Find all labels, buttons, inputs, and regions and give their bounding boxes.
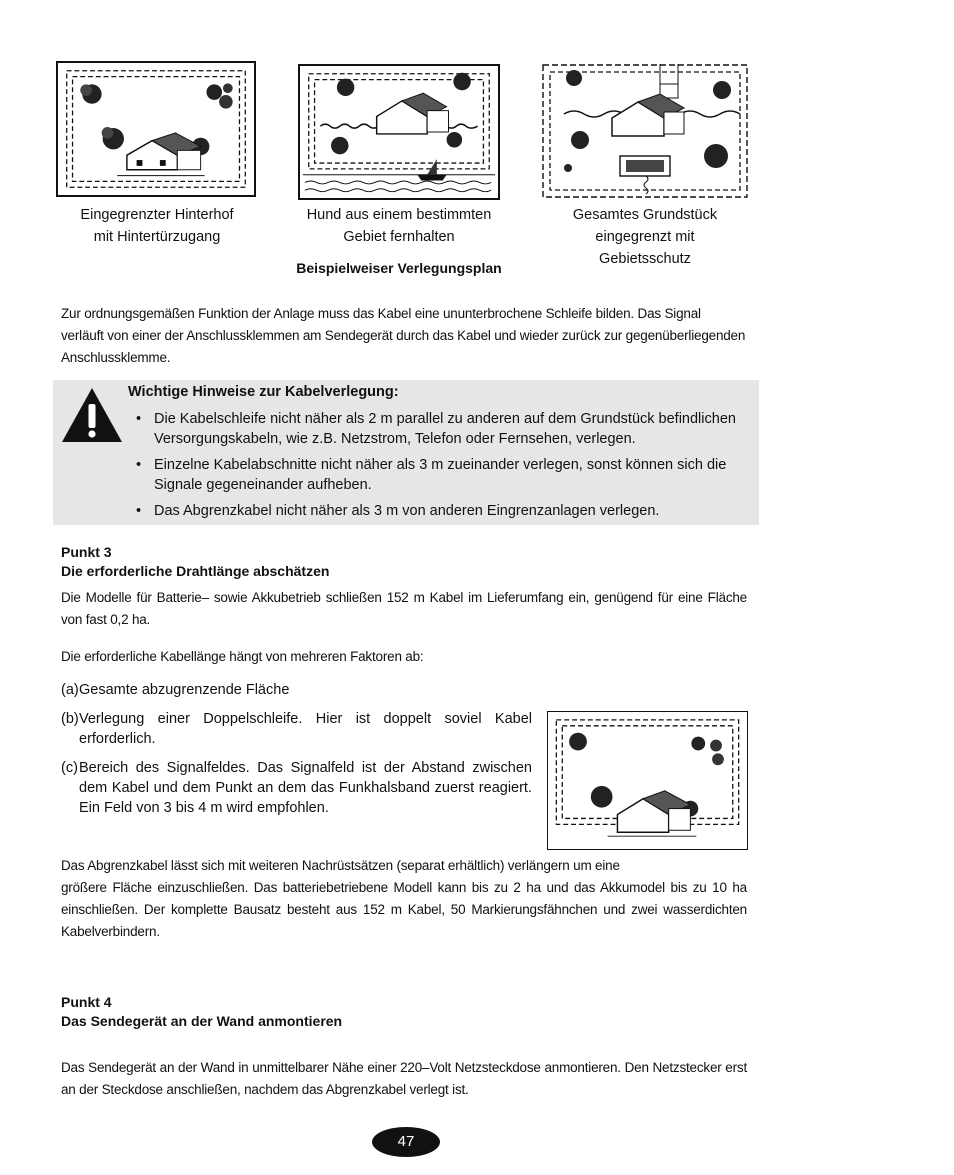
factor-item: [61, 758, 532, 818]
section4-number: Punkt 4: [61, 994, 112, 1010]
factor-item: [61, 680, 532, 700]
notice-bullet: • Das Abgrenzkabel nicht näher als 3 m von anderen Eingrenzanlagen verlegen.: [136, 503, 660, 519]
tree-icon: [331, 137, 348, 154]
house-icon: [377, 93, 449, 134]
section4-heading: [61, 993, 342, 1031]
notice-bullet-text: Die Kabelschleife nicht näher als 2 m parallel zu anderen auf dem Grundstück befindlichen Versorgungskabeln, wie z.B. Netzstrom, Telefon oder Fernsehen, verlegen.: [154, 411, 736, 447]
intro-paragraph: Zur ordnungsgemäßen Funktion der Anlage muss das Kabel eine ununterbrochene Schleife bilden. Das Signal verläuft von einer der Anschlussklemmen am Sendegerät durch das Kabel und wieder zurück zur gegenüberliegenden Anschlussklemme.: [61, 306, 746, 365]
tree-icon: [713, 81, 731, 99]
sailboat-icon: [417, 159, 446, 180]
factor-text: Gesamte abzugrenzende Fläche: [79, 682, 290, 698]
factor-list: [61, 680, 532, 818]
tree-icon: [206, 83, 232, 108]
tree-icon: [564, 164, 572, 172]
tree-icon: [704, 144, 728, 168]
tree-icon: [591, 786, 613, 808]
factor-label: (a): [61, 682, 79, 698]
tree-icon: [337, 79, 354, 96]
notice-bullet-text: Das Abgrenzkabel nicht näher als 3 m von anderen Eingrenzanlagen verlegen.: [154, 503, 660, 519]
notice-title: Wichtige Hinweise zur Kabelverlegung:: [128, 384, 399, 400]
figure-whole-property: [540, 62, 750, 200]
factor-text: Bereich des Signalfeldes. Das Signalfeld ist der Abstand zwischen dem Kabel und dem Punkt an dem das Funkhalsband zuerst reagiert. Ein Feld von 3 bis 4 m wird empfohlen.: [79, 760, 532, 816]
backyard-illustration: [58, 63, 254, 195]
figure-caption-keep-away: Hund aus einem bestimmten Gebiet fernhalten: [306, 207, 492, 245]
notice-bullet-text: Einzelne Kabelabschnitte nicht näher als 3 m zueinander verlegen, sonst können sich die Signale gegeneinander aufheben.: [154, 457, 727, 493]
factor-text: Verlegung einer Doppelschleife. Hier ist doppelt soviel Kabel erforderlich.: [79, 711, 532, 747]
figure-caption-backyard: Eingegrenzter Hinterhof mit Hintertürzugang: [80, 207, 234, 245]
notice-bullet: • Die Kabelschleife nicht näher als 2 m parallel zu anderen auf dem Grundstück befindlichen Versorgungskabeln, wie z.B. Netzstrom, Telefon oder Fernsehen, verlegen.: [136, 411, 736, 447]
tree-icon: [691, 737, 724, 766]
notice-bullet: • Einzelne Kabelabschnitte nicht näher als 3 m zueinander verlegen, sonst können sich die Signale gegeneinander aufheben.: [136, 457, 727, 493]
section3-number: Punkt 3: [61, 544, 112, 560]
section3-para3-line1: Das Abgrenzkabel lässt sich mit weiteren Nachrüstsätzen (separat erhältlich) verlängern um eine: [61, 858, 620, 873]
factor-label: (b): [61, 711, 79, 727]
figure-keep-away: [298, 64, 500, 200]
figure-backyard: [56, 61, 256, 197]
house-icon: [117, 133, 204, 176]
factor-label: (c): [61, 760, 78, 776]
tree-icon: [453, 73, 470, 90]
section4-title: Das Sendegerät an der Wand anmontieren: [61, 1013, 343, 1029]
tree-icon: [566, 70, 582, 86]
tree-icon: [569, 733, 587, 751]
water-lines: [303, 175, 495, 192]
transmitter-icon: [620, 156, 670, 194]
house-icon: [608, 791, 697, 836]
tree-icon: [447, 132, 463, 148]
whole-property-illustration: [540, 62, 750, 200]
section3-para2: Die erforderliche Kabellänge hängt von mehreren Faktoren ab:: [61, 649, 424, 664]
factor-item: [61, 709, 532, 749]
section3-title: Die erforderliche Drahtlänge abschätzen: [61, 563, 330, 579]
figure-group-title: Beispielweiser Verlegungsplan: [296, 260, 502, 276]
keep-away-illustration: [300, 66, 498, 198]
section3-para1: Die Modelle für Batterie– sowie Akkubetrieb schließen 152 m Kabel im Lieferumfang ein, genügend für eine Fläche von fast 0,2 ha.: [61, 590, 747, 627]
notice-bullet-list: [128, 409, 748, 521]
section3-heading: [61, 543, 329, 581]
house-icon: [612, 94, 684, 136]
tree-icon: [571, 131, 589, 149]
cable-notice-box: [53, 380, 759, 525]
section3-para3: größere Fläche einzuschließen. Das batteriebetriebene Modell kann bis zu 2 ha und das Akkumodel bis zu 10 ha einschließen. Der komplette Bausatz besteht aus 152 m Kabel, 50 Markierungsfähnchen und zwei wasserdichten Kabelverbindern.: [61, 880, 747, 939]
figure-caption-whole-property: Gesamtes Grundstück eingegrenzt mit Gebietsschutz: [572, 207, 718, 267]
section4-para: Das Sendegerät an der Wand in unmittelbarer Nähe einer 220–Volt Netzsteckdose anmontieren. Den Netzstecker erst an der Steckdose anschließen, nachdem das Abgrenzkabel verlegt ist.: [61, 1060, 747, 1097]
figure-double-loop: [547, 711, 748, 850]
tree-icon: [102, 127, 124, 149]
tree-icon: [80, 84, 101, 103]
double-loop-illustration: [548, 712, 747, 849]
warning-icon: [60, 386, 124, 444]
page-number: 47: [372, 1127, 440, 1157]
